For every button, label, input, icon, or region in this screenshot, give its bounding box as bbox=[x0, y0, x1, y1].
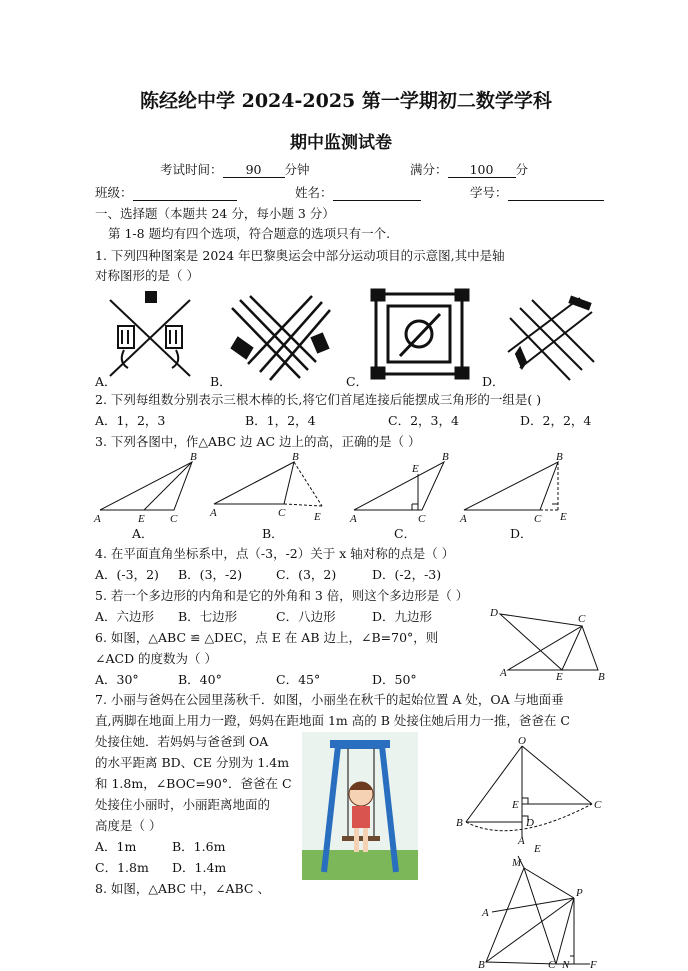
score-value: 100 bbox=[448, 162, 516, 178]
badminton-figure bbox=[232, 296, 330, 380]
q7-line7: 高度是（ ） bbox=[95, 818, 162, 833]
svg-text:A: A bbox=[94, 513, 101, 525]
page-subtitle: 期中监测试卷 bbox=[290, 133, 392, 153]
fencing-figure bbox=[110, 292, 190, 376]
q2-option-d: D．2，2，4 bbox=[520, 413, 592, 428]
q6-option-b: B．40° bbox=[178, 672, 222, 687]
q7-line4: 的水平距离 BD、CE 分别为 1.4m bbox=[95, 755, 290, 770]
frame-figure bbox=[372, 290, 468, 378]
q8-stem: 8. 如图，△ABC 中，∠ABC 、 bbox=[95, 881, 270, 896]
section-note: 第 1-8 题均有四个选项，符合题意的选项只有一个. bbox=[108, 226, 391, 241]
q3-option-d: D． bbox=[510, 526, 533, 541]
svg-text:B: B bbox=[556, 451, 563, 463]
rowing-figure bbox=[508, 297, 594, 380]
q7-option-d: D．1.4m bbox=[172, 860, 227, 875]
q1-option-d: D． bbox=[482, 374, 505, 389]
svg-text:O: O bbox=[518, 736, 526, 747]
q3-figures bbox=[92, 448, 592, 528]
name-field bbox=[295, 183, 421, 201]
q7-option-c: C．1.8m bbox=[95, 860, 149, 875]
q4-option-a: A．(-3，2) bbox=[95, 567, 159, 582]
time-value: 90 bbox=[223, 162, 285, 178]
q2-option-b: B．1，2，4 bbox=[245, 413, 316, 428]
svg-text:C: C bbox=[534, 513, 542, 525]
q4-option-d: D．(-2，-3) bbox=[372, 567, 442, 582]
q4-option-b: B．(3，-2) bbox=[178, 567, 243, 582]
svg-text:F: F bbox=[590, 959, 597, 968]
score-label: 满分： bbox=[410, 162, 448, 177]
q5-stem: 5. 若一个多边形的内角和是它的外角和 3 倍，则这个多边形是（ ） bbox=[95, 588, 469, 603]
q7-line6: 处接住小丽时，小丽距离地面的 bbox=[95, 797, 271, 812]
svg-text:B: B bbox=[292, 451, 299, 463]
page-title: 陈经纶中学 2024-2025 第一学期初二数学学科 bbox=[140, 90, 552, 112]
q6-line2: ∠ACD 的度数为（ ） bbox=[95, 651, 218, 666]
q3-option-b: B． bbox=[262, 526, 284, 541]
svg-text:A: A bbox=[482, 907, 489, 919]
class-field bbox=[95, 183, 237, 201]
time-label: 考试时间： bbox=[160, 162, 223, 177]
svg-text:E: E bbox=[560, 511, 567, 523]
svg-text:C: C bbox=[170, 513, 178, 525]
svg-text:E: E bbox=[138, 513, 145, 525]
q2-option-a: A．1，2，3 bbox=[95, 413, 166, 428]
q4-stem: 4. 在平面直角坐标系中，点（-3，-2）关于 x 轴对称的点是（ ） bbox=[95, 546, 455, 561]
q6-option-a: A．30° bbox=[95, 672, 139, 687]
q5-option-a: A．六边形 bbox=[95, 609, 155, 624]
q2-option-c: C．2，3，4 bbox=[388, 413, 459, 428]
q7-option-b: B．1.6m bbox=[172, 839, 226, 854]
q3-option-a: A． bbox=[132, 526, 154, 541]
svg-text:C: C bbox=[278, 507, 286, 519]
q7-line2: 直,两脚在地面上用力一蹬，妈妈在距地面 1m 高的 B 处接住她后用力一推，爸爸在 C bbox=[95, 713, 570, 728]
student-id-field bbox=[470, 183, 604, 201]
svg-text:E: E bbox=[314, 511, 321, 523]
q1-option-c: C． bbox=[346, 374, 369, 389]
class-label: 班级： bbox=[95, 185, 133, 200]
q2-stem: 2. 下列每组数分别表示三根木棒的长,将它们首尾连接后能摆成三角形的一组是( ) bbox=[95, 392, 542, 407]
q1-line1: 1. 下列四种图案是 2024 年巴黎奥运会中部分运动项目的示意图,其中是轴 bbox=[95, 248, 505, 263]
svg-text:B: B bbox=[442, 451, 449, 463]
q4-option-c: C．(3，2) bbox=[276, 567, 337, 582]
q3-stem: 3. 下列各图中，作△ABC 边 AC 边上的高，正确的是（ ） bbox=[95, 434, 421, 449]
svg-text:B: B bbox=[598, 671, 605, 682]
svg-text:A: A bbox=[350, 513, 357, 525]
q6-option-d: D．50° bbox=[372, 672, 417, 687]
svg-text:C: C bbox=[548, 959, 556, 968]
swing-illustration bbox=[302, 732, 418, 880]
name-label: 姓名： bbox=[295, 185, 333, 200]
svg-text:E: E bbox=[534, 844, 541, 855]
svg-text:C: C bbox=[578, 613, 586, 625]
svg-text:B: B bbox=[478, 959, 485, 968]
q7-figure bbox=[452, 736, 612, 846]
svg-text:N: N bbox=[562, 959, 570, 968]
svg-text:E: E bbox=[556, 671, 563, 682]
full-score bbox=[410, 160, 528, 178]
q1-option-a: A． bbox=[95, 374, 117, 389]
section-heading: 一、选择题（本题共 24 分，每小题 3 分） bbox=[95, 206, 335, 221]
score-unit: 分 bbox=[515, 162, 529, 177]
q7-option-a: A．1m bbox=[95, 839, 137, 854]
svg-text:E: E bbox=[512, 799, 519, 811]
svg-text:C: C bbox=[594, 799, 602, 811]
svg-text:D: D bbox=[490, 607, 498, 619]
svg-text:C: C bbox=[418, 513, 426, 525]
time-unit: 分钟 bbox=[284, 162, 310, 177]
svg-text:M: M bbox=[512, 857, 522, 869]
svg-text:A: A bbox=[518, 835, 525, 846]
q8-figure bbox=[478, 844, 612, 968]
q1-line2: 对称图形的是（ ） bbox=[95, 268, 199, 283]
q1-option-b: B． bbox=[210, 374, 232, 389]
svg-text:A: A bbox=[460, 513, 467, 525]
q5-option-b: B．七边形 bbox=[178, 609, 238, 624]
exam-time bbox=[160, 160, 310, 178]
q1-figures bbox=[100, 288, 640, 388]
q5-option-c: C．八边形 bbox=[276, 609, 336, 624]
svg-text:B: B bbox=[190, 451, 197, 463]
id-label: 学号： bbox=[470, 185, 508, 200]
q7-line3: 处接住她．若妈妈与爸爸到 OA bbox=[95, 734, 269, 749]
svg-text:P: P bbox=[576, 887, 583, 899]
q7-line1: 7. 小丽与爸妈在公园里荡秋千．如图，小丽坐在秋千的起始位置 A 处，OA 与地面垂 bbox=[95, 692, 564, 707]
q7-line5: 和 1.8m，∠BOC=90°．爸爸在 C bbox=[95, 776, 292, 791]
svg-text:A: A bbox=[500, 667, 507, 679]
svg-text:B: B bbox=[456, 817, 463, 829]
q6-figure bbox=[488, 604, 614, 682]
svg-text:D: D bbox=[526, 817, 534, 829]
q6-line1: 6. 如图，△ABC ≌ △DEC，点 E 在 AB 边上，∠B=70°，则 bbox=[95, 630, 439, 645]
svg-text:A: A bbox=[210, 507, 217, 519]
q3-option-c: C． bbox=[394, 526, 417, 541]
q6-option-c: C．45° bbox=[276, 672, 321, 687]
q5-option-d: D．九边形 bbox=[372, 609, 433, 624]
svg-text:E: E bbox=[412, 463, 419, 475]
